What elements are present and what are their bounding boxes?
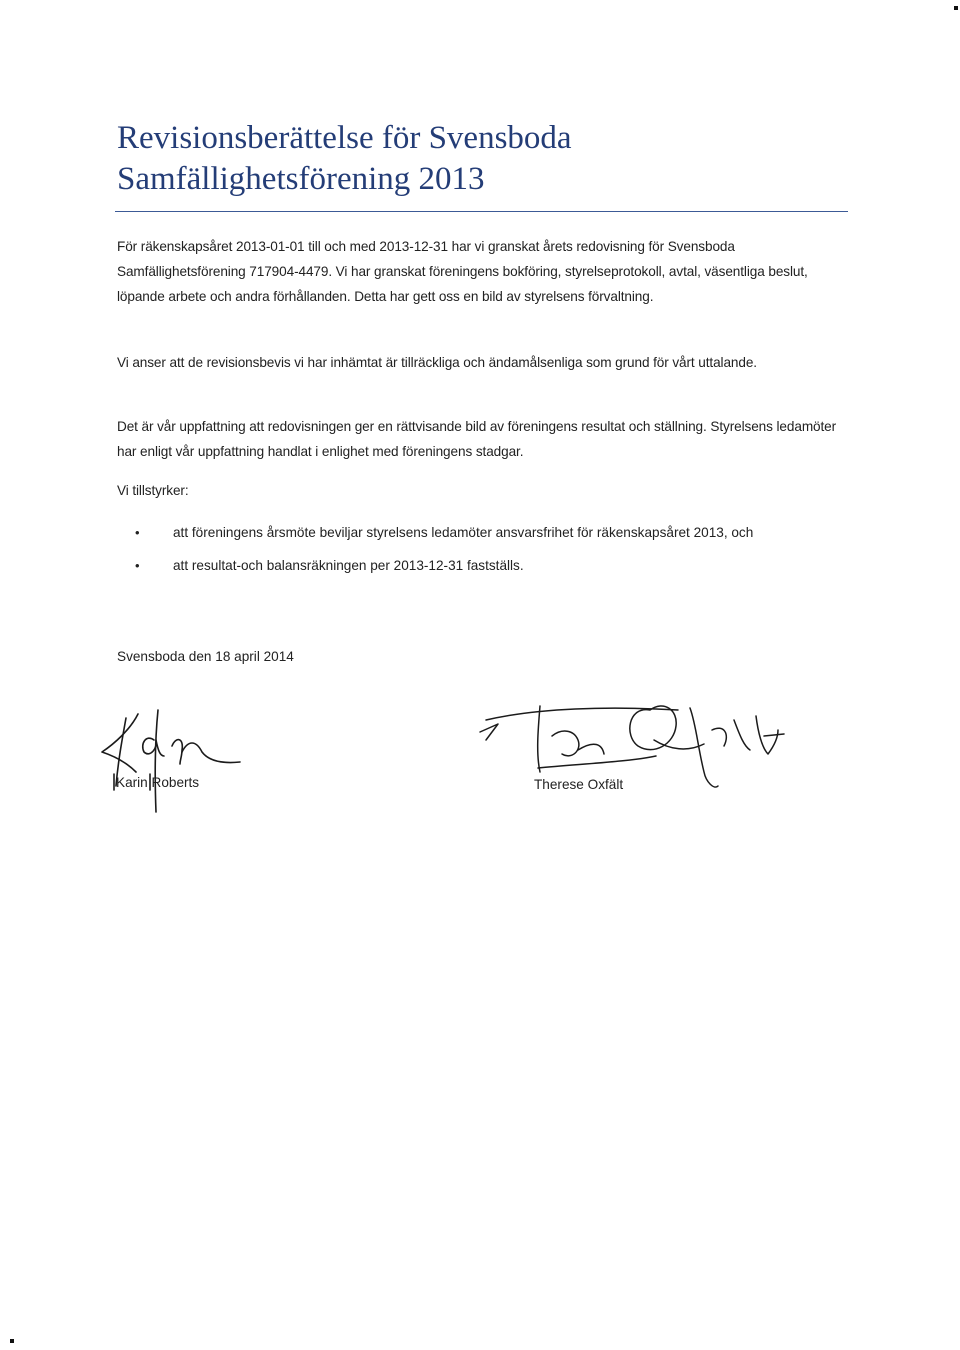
list-item bbox=[135, 554, 855, 578]
recommendation-list bbox=[135, 521, 855, 587]
paragraph-scope: För räkenskapsåret 2013-01-01 till och med 2013-12-31 har vi granskat årets redovisning för Svensboda Samfällighetsförening 717904-4479. Vi har granskat föreningens bokföring, styrelseprotokoll, avtal, väsentliga beslut, löpande arbete och andra förhållanden. Detta har gett oss en bild av styrelsens förvaltning. bbox=[117, 239, 808, 304]
bullet-icon: • bbox=[135, 558, 140, 573]
place-date-line: Svensboda den 18 april 2014 bbox=[117, 649, 294, 664]
paragraph-opinion: Det är vår uppfattning att redovisningen ger en rättvisande bild av föreningens resultat och ställning. Styrelsens ledamöter har enligt vår uppfattning handlat i enlighet med föreningens stadgar. bbox=[117, 419, 837, 459]
list-item-text: att föreningens årsmöte beviljar styrelsens ledamöter ansvarsfrihet för räkenskapsåret 2013, och bbox=[173, 525, 754, 540]
signatory-name: Karin Roberts bbox=[116, 775, 200, 790]
list-item-text: att resultat-och balansräkningen per 2013-12-31 fastställs. bbox=[173, 558, 524, 573]
scan-speck bbox=[954, 6, 958, 10]
handwritten-signature-icon bbox=[478, 690, 788, 810]
list-item bbox=[135, 521, 855, 545]
bullet-icon: • bbox=[135, 525, 140, 540]
paragraph-evidence: Vi anser att de revisionsbevis vi har inhämtat är tillräckliga och ändamålsenliga som grund för vårt uttalande. bbox=[117, 355, 757, 370]
title-divider bbox=[115, 211, 848, 212]
signature-block-therese bbox=[478, 690, 788, 810]
signatory-name: Therese Oxfält bbox=[534, 777, 624, 792]
scan-speck bbox=[10, 1339, 14, 1343]
signature-block-karin bbox=[92, 700, 252, 830]
document-title: Revisionsberättelse för Svensboda Samfällighetsförening 2013 bbox=[117, 120, 572, 197]
handwritten-signature-icon bbox=[92, 700, 252, 830]
paragraph-recommend-heading: Vi tillstyrker: bbox=[117, 483, 189, 498]
